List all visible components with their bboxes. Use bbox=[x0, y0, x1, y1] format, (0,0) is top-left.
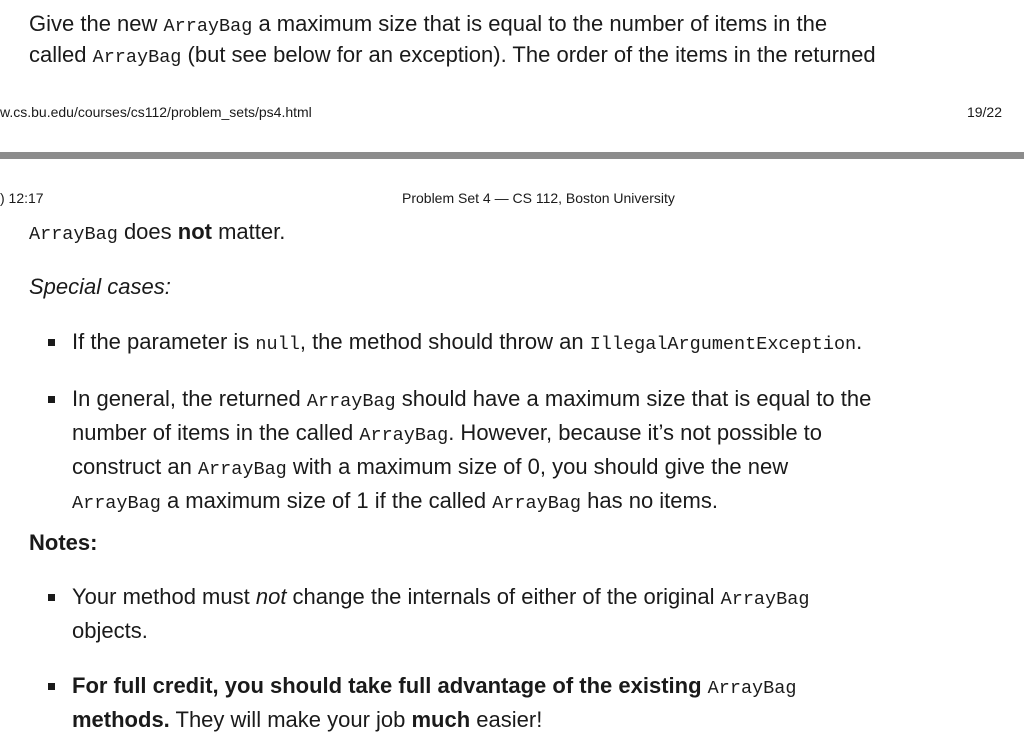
code-arraybag: ArrayBag bbox=[707, 678, 797, 699]
print-header-time: ) 12:17 bbox=[0, 190, 44, 206]
list-item bbox=[0, 383, 871, 519]
special-cases-label: Special cases: bbox=[29, 274, 171, 299]
code-arraybag: ArrayBag bbox=[306, 391, 396, 412]
text: They will make your job bbox=[169, 707, 412, 732]
bold-text: much bbox=[411, 707, 471, 732]
code-arraybag: ArrayBag bbox=[163, 16, 253, 37]
text: has no items. bbox=[581, 488, 718, 513]
bold-text: not bbox=[177, 219, 212, 244]
emphasis-text: not bbox=[255, 584, 287, 609]
list-item bbox=[0, 670, 809, 735]
notes-heading bbox=[29, 527, 97, 558]
text: called bbox=[29, 42, 93, 67]
list-item-line bbox=[72, 581, 809, 615]
code-arraybag: ArrayBag bbox=[29, 224, 118, 245]
print-footer-page-number: 19/22 bbox=[966, 104, 1002, 120]
continued-sentence bbox=[29, 216, 285, 250]
list-item-line bbox=[72, 451, 871, 485]
text: should have a maximum size that is equal to the bbox=[395, 386, 872, 411]
special-cases-list bbox=[0, 326, 871, 519]
text: If the parameter is bbox=[72, 329, 256, 354]
code-arraybag: ArrayBag bbox=[197, 459, 287, 480]
text: does bbox=[117, 219, 178, 244]
text: matter. bbox=[211, 219, 286, 244]
notes-label: Notes: bbox=[29, 530, 98, 555]
text: change the internals of either of the original bbox=[286, 584, 721, 609]
text: easier! bbox=[470, 707, 543, 732]
code-arraybag: ArrayBag bbox=[92, 47, 182, 68]
code-arraybag: ArrayBag bbox=[72, 493, 161, 514]
text: (but see below for an exception). The order of the items in the returned bbox=[181, 42, 876, 67]
list-item bbox=[0, 581, 809, 646]
instruction-line-2 bbox=[29, 39, 876, 73]
list-item-line: objects. bbox=[72, 618, 148, 643]
bullet-square-icon bbox=[48, 594, 55, 601]
code-arraybag: ArrayBag bbox=[359, 425, 449, 446]
list-item-text bbox=[72, 326, 871, 360]
text: construct an bbox=[72, 454, 198, 479]
notes-list bbox=[0, 581, 809, 735]
instruction-line-1 bbox=[29, 8, 827, 42]
list-item-line bbox=[72, 485, 871, 519]
text: number of items in the called bbox=[72, 420, 360, 445]
list-item bbox=[0, 326, 871, 360]
list-item-line bbox=[72, 383, 871, 417]
bold-text: For full credit, you should take full advantage of the existing bbox=[72, 673, 708, 698]
special-cases-heading bbox=[29, 271, 171, 302]
print-footer-url: w.cs.bu.edu/courses/cs112/problem_sets/ps4.html bbox=[0, 104, 312, 120]
text: Your method must bbox=[72, 584, 256, 609]
text: with a maximum size of 0, you should give the new bbox=[286, 454, 789, 479]
text: a maximum size of 1 if the called bbox=[160, 488, 493, 513]
bullet-square-icon bbox=[48, 683, 55, 690]
bold-text: methods. bbox=[72, 707, 170, 732]
text: In general, the returned bbox=[72, 386, 307, 411]
bullet-square-icon bbox=[48, 339, 55, 346]
list-item-line bbox=[72, 670, 809, 704]
code-arraybag: ArrayBag bbox=[720, 589, 810, 610]
text: Give the new bbox=[29, 11, 164, 36]
print-header-title: Problem Set 4 — CS 112, Boston University bbox=[402, 190, 675, 206]
code-null: null bbox=[255, 334, 300, 355]
text: . However, because it’s not possible to bbox=[448, 420, 823, 445]
bullet-square-icon bbox=[48, 396, 55, 403]
code-arraybag: ArrayBag bbox=[492, 493, 582, 514]
page-break-divider bbox=[0, 152, 1024, 159]
text: a maximum size that is equal to the number of items in the bbox=[252, 11, 828, 36]
list-item-line bbox=[72, 704, 809, 735]
list-item-line bbox=[72, 417, 871, 451]
text: , the method should throw an bbox=[299, 329, 590, 354]
code-exception: IllegalArgumentException bbox=[589, 334, 857, 355]
text: . bbox=[856, 329, 863, 354]
